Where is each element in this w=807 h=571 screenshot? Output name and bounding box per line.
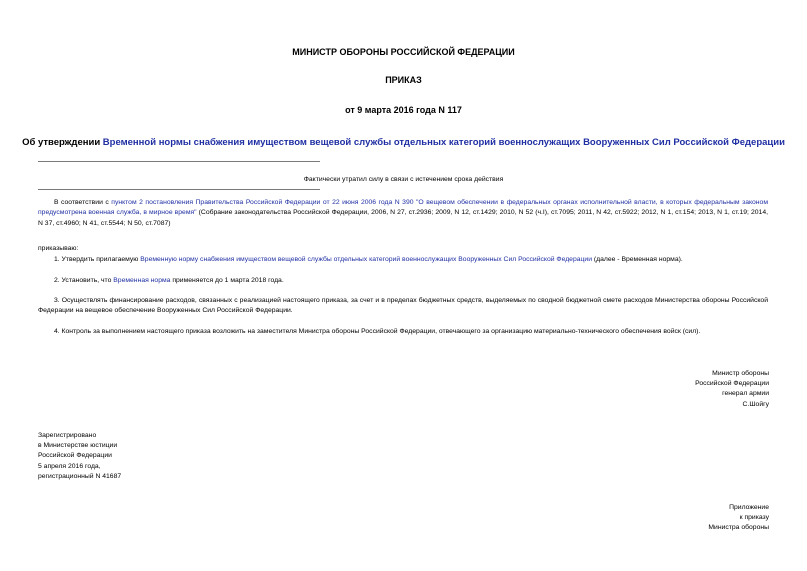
issuer-heading: МИНИСТР ОБОРОНЫ РОССИЙСКОЙ ФЕДЕРАЦИИ bbox=[292, 47, 515, 57]
document-title bbox=[20, 137, 787, 149]
appendix-line-2: к приказу bbox=[739, 514, 769, 522]
order-item-4: 4. Контроль за выполнением настоящего приказа возложить на заместителя Министра обороны Российской Федерации, отвечающего за организацию материально-технического обеспечения войск (сил). bbox=[54, 328, 701, 335]
signature-rank: генерал армии bbox=[722, 390, 769, 398]
signature-block bbox=[695, 369, 769, 410]
signature-name: С.Шойгу bbox=[742, 400, 769, 408]
registration-block bbox=[38, 431, 121, 482]
registration-line-1: Зарегистрировано bbox=[38, 432, 97, 439]
signature-title-1: Министр обороны bbox=[712, 370, 769, 377]
title-link[interactable]: Временной нормы снабжения имуществом вещевой службы отдельных категорий военнослужащих Вооруженных Сил Российской Федерации bbox=[102, 137, 785, 148]
preamble-link[interactable]: пунктом 2 постановления Правительства Российской Федерации от 22 июня 2006 года N 390 "О вещевом обеспечении в федеральных органах исполнительной власти, в которых федеральным законом предусмотрена военная служба, в мирное время" bbox=[38, 199, 769, 217]
item2-link[interactable]: Временная норма bbox=[113, 277, 171, 284]
signature-title-2: Российской Федерации bbox=[695, 380, 769, 388]
order-item-2 bbox=[38, 276, 768, 286]
divider-bottom bbox=[38, 189, 320, 190]
order-item-3: 3. Осуществлять финансирование расходов, связанных с реализацией настоящего приказа, за счет и в пределах бюджетных средств, выделяемых по сводной бюджетной смете расходов Министерства обороны Российской Федерации на вещевое обеспечение Вооруженных Сил Российской Федерации. bbox=[38, 297, 768, 315]
item2-prefix: 2. Установить, что bbox=[54, 277, 114, 284]
status-note: Фактически утратил силу в связи с истечением срока действия bbox=[303, 176, 504, 183]
preamble-suffix: (Собрание законодательства Российской Федерации, 2006, N 27, ст.2936; 2009, N 12, ст.1429; 2010, N 52 (ч.I), ст.7095; 2011, N 42, ст.5922; 2012, N 1, ст.154; 2013, N 1, ст.19; 2014, N 37, ст.4960; N 41, ст.5544; N 50, ст.7087) bbox=[38, 209, 768, 227]
item1-link[interactable]: Временную норму снабжения имуществом вещевой службы отдельных категорий военнослужащих Вооруженных Сил Российской Федерации bbox=[140, 256, 592, 263]
date-number-heading: от 9 марта 2016 года N 117 bbox=[345, 105, 462, 115]
registration-line-2: в Министерстве юстиции bbox=[38, 442, 118, 450]
appendix-line-1: Приложение bbox=[729, 504, 769, 511]
order-item-1 bbox=[38, 255, 768, 265]
registration-date: 5 апреля 2016 года, bbox=[38, 462, 101, 470]
title-prefix: Об утверждении bbox=[22, 137, 103, 148]
preamble-prefix: В соответствии с bbox=[54, 199, 112, 206]
registration-number: регистрационный N 41687 bbox=[38, 472, 122, 480]
item1-suffix: (далее - Временная норма). bbox=[592, 256, 683, 263]
orders-label: приказываю: bbox=[38, 245, 79, 252]
appendix-block bbox=[708, 503, 769, 534]
document-type-heading: ПРИКАЗ bbox=[385, 75, 422, 85]
divider-top bbox=[38, 161, 320, 162]
item2-suffix: применяется до 1 марта 2018 года. bbox=[170, 277, 284, 284]
appendix-line-3: Министра обороны bbox=[708, 524, 769, 532]
preamble-paragraph bbox=[38, 198, 768, 229]
item1-prefix: 1. Утвердить прилагаемую bbox=[54, 256, 141, 263]
registration-line-3: Российской Федерации bbox=[38, 452, 112, 460]
